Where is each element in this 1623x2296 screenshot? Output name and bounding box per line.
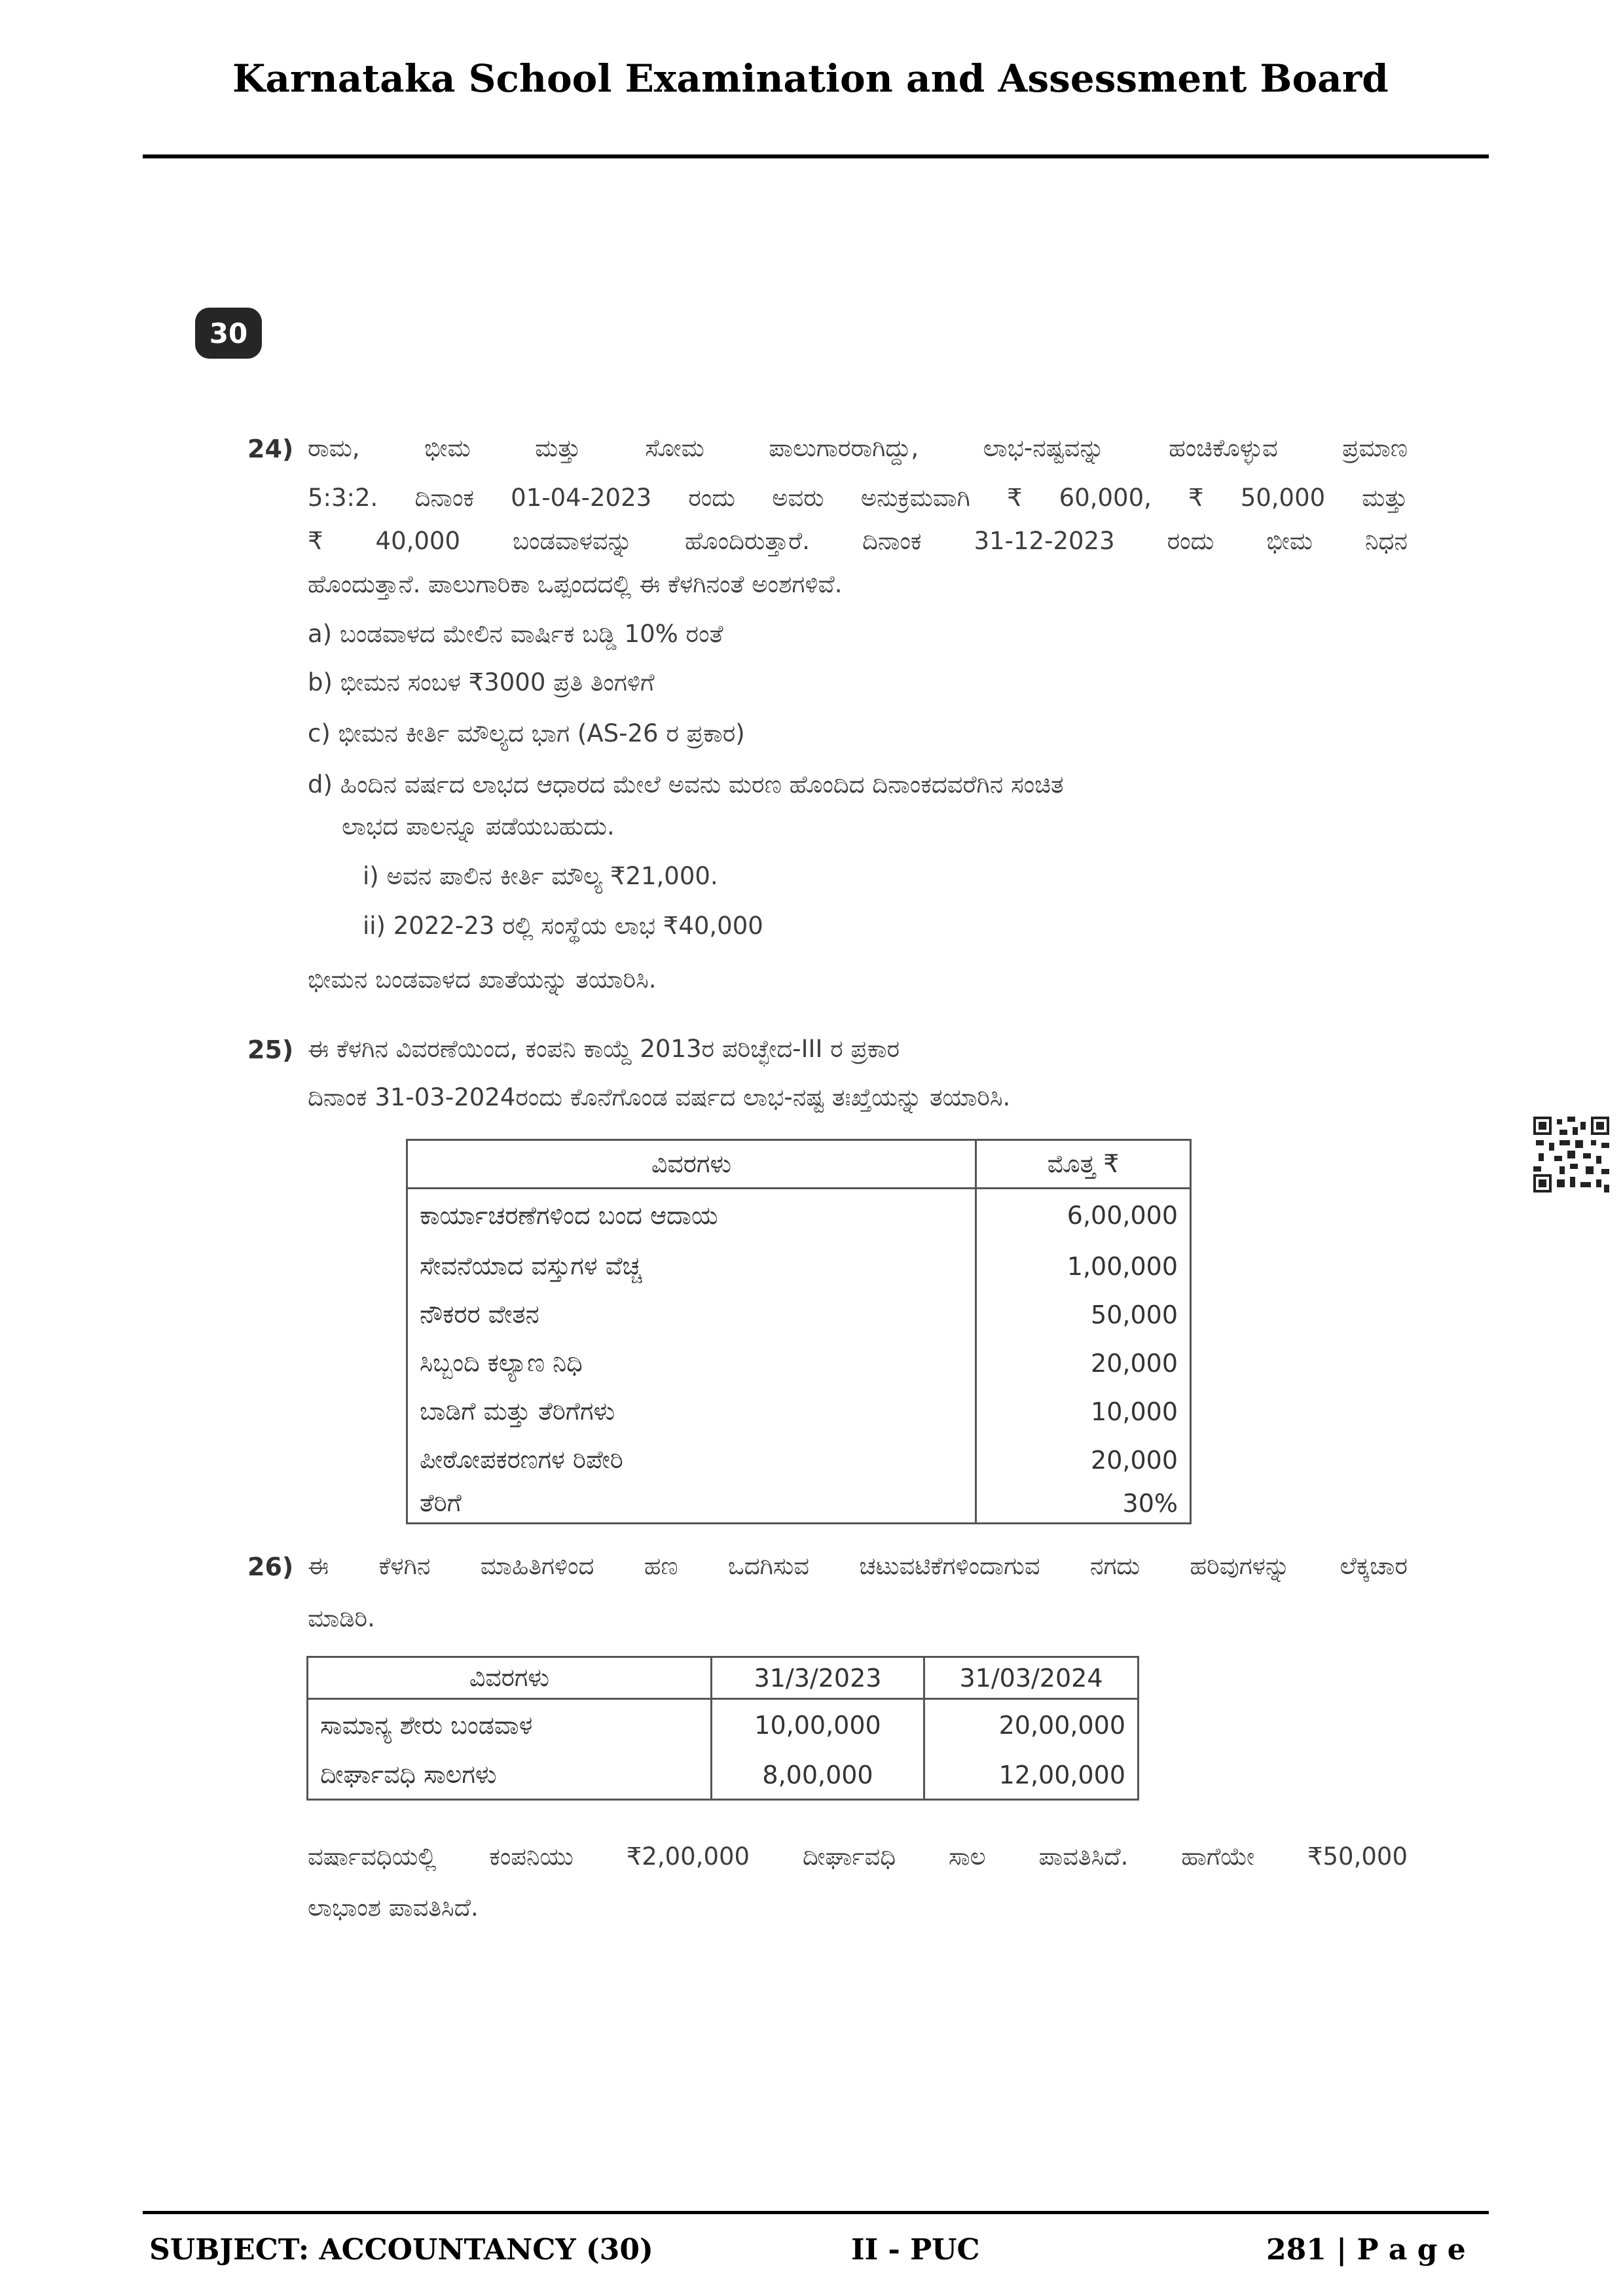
page-badge: 30 [195,308,262,359]
q24-line-1: ರಾಮ, ಭೀಮ ಮತ್ತು ಸೋಮ ಪಾಲುಗಾರರಾಗಿದ್ದು, ಲಾಭ-ನಷ್ಟವನ್ನು ಹಂಚಿಕೊಳ್ಳುವ ಪ್ರಮಾಣ [308,434,1408,462]
table-row [308,1751,1139,1800]
q24-item-a: a) ಬಂಡವಾಳದ ಮೇಲಿನ ವಾರ್ಷಿಕ ಬಡ್ಡಿ 10% ರಂತೆ [308,620,723,648]
row-value: 20,000 [976,1339,1191,1388]
row-label: ಪೀಠೋಪಕರಣಗಳ ರಿಪೇರಿ [407,1436,976,1484]
row-value: 10,000 [976,1388,1191,1436]
row-label: ಸಿಬ್ಬಂದಿ ಕಲ್ಯಾಣ ನಿಧಿ [407,1339,976,1388]
table-row [407,1189,1191,1242]
table-row [407,1242,1191,1291]
row-value: 1,00,000 [976,1242,1191,1291]
table-row [407,1291,1191,1339]
q26-after-line-1: ವರ್ಷಾವಧಿಯಲ್ಲಿ ಕಂಪನಿಯು ₹2,00,000 ದೀರ್ಘಾವಧಿ ಸಾಲ ಪಾವತಿಸಿದೆ. ಹಾಗೆಯೇ ₹50,000 [308,1842,1408,1871]
row-label: ತೆರಿಗೆ [407,1484,976,1524]
income-statement-table [406,1139,1192,1524]
q24-subitem-i: i) ಅವನ ಪಾಲಿನ ಕೀರ್ತಿ ಮೌಲ್ಯ ₹21,000. [363,862,718,890]
table-row [407,1388,1191,1436]
footer-class: II - PUC [851,2233,980,2267]
q24-closing: ಭೀಮನ ಬಂಡವಾಳದ ಖಾತೆಯನ್ನು ತಯಾರಿಸಿ. [308,965,657,994]
q24-line-2: 5:3:2. ದಿನಾಂಕ 01-04-2023 ರಂದು ಅವರು ಅನುಕ್ರಮವಾಗಿ ₹ 60,000, ₹ 50,000 ಮತ್ತು [308,484,1408,512]
row-value: 30% [976,1484,1191,1524]
q24-item-c: c) ಭೀಮನ ಕೀರ್ತಿ ಮೌಲ್ಯದ ಭಾಗ (AS-26 ರ ಪ್ರಕಾರ) [308,719,745,747]
row-value: 6,00,000 [976,1189,1191,1242]
table-row [407,1436,1191,1484]
row-label: ದೀರ್ಘಾವಧಿ ಸಾಲಗಳು [308,1751,712,1800]
question-26-number: 26) [247,1552,294,1581]
q24-line-3: ₹ 40,000 ಬಂಡವಾಳವನ್ನು ಹೊಂದಿರುತ್ತಾರೆ. ದಿನಾಂಕ 31-12-2023 ರಂದು ಭೀಮ ನಿಧನ [308,527,1408,555]
q24-item-d-line-1: d) ಹಿಂದಿನ ವರ್ಷದ ಲಾಭದ ಆಧಾರದ ಮೇಲೆ ಅವನು ಮರಣ ಹೊಂದಿದ ದಿನಾಂಕದವರೆಗಿನ ಸಂಚಿತ [308,770,1064,798]
column-header-2023: 31/3/2023 [712,1657,924,1699]
table-header-row [308,1657,1139,1699]
row-label: ಸಾಮಾನ್ಯ ಶೇರು ಬಂಡವಾಳ [308,1699,712,1751]
row-label: ನೌಕರರ ವೇತನ [407,1291,976,1339]
q26-after-line-2: ಲಾಭಾಂಶ ಪಾವತಿಸಿದೆ. [308,1893,479,1922]
row-value-2023: 8,00,000 [712,1751,924,1800]
board-title: Karnataka School Examination and Assessment Board [232,56,1389,101]
question-24-number: 24) [247,435,294,463]
table-row [407,1484,1191,1524]
column-header-amount: ಮೊತ್ತ ₹ [976,1140,1191,1189]
footer-divider [143,2211,1489,2214]
row-label: ಸೇವನೆಯಾದ ವಸ್ತುಗಳ ವೆಚ್ಚ [407,1242,976,1291]
column-header-particulars: ವಿವರಗಳು [407,1140,976,1189]
column-header-2024: 31/03/2024 [924,1657,1139,1699]
column-header-particulars: ವಿವರಗಳು [308,1657,712,1699]
q26-line-1: ಈ ಕೆಳಗಿನ ಮಾಹಿತಿಗಳಿಂದ ಹಣ ಒದಗಿಸುವ ಚಟುವಟಿಕೆಗಳಿಂದಾಗುವ ನಗದು ಹರಿವುಗಳನ್ನು ಲೆಕ್ಕಚಾರ [308,1552,1408,1580]
q24-item-b: b) ಭೀಮನ ಸಂಬಳ ₹3000 ಪ್ರತಿ ತಿಂಗಳಿಗೆ [308,668,655,696]
q25-line-1: ಈ ಕೆಳಗಿನ ವಿವರಣೆಯಿಂದ, ಕಂಪನಿ ಕಾಯ್ದೆ 2013ರ ಪರಿಚ್ಛೇದ-III ರ ಪ್ರಕಾರ [308,1035,900,1063]
question-25-number: 25) [247,1035,294,1064]
row-label: ಬಾಡಿಗೆ ಮತ್ತು ತೆರಿಗೆಗಳು [407,1388,976,1436]
table-row [308,1699,1139,1751]
row-value: 50,000 [976,1291,1191,1339]
q24-subitem-ii: ii) 2022-23 ರಲ್ಲಿ ಸಂಸ್ಥೆಯ ಲಾಭ ₹40,000 [363,912,763,940]
q25-line-2: ದಿನಾಂಕ 31-03-2024ರಂದು ಕೊನೆಗೊಂಡ ವರ್ಷದ ಲಾಭ-ನಷ್ಟ ತಃಖ್ತೆಯನ್ನು ತಯಾರಿಸಿ. [308,1083,1011,1111]
row-value-2024: 12,00,000 [924,1751,1139,1800]
q26-line-2: ಮಾಡಿರಿ. [308,1604,375,1632]
q24-item-d-line-2: ಲಾಭದ ಪಾಲನ್ನೂ ಪಡೆಯಬಹುದು. [342,812,615,840]
footer-page-number: 281 | P a g e [1266,2233,1466,2267]
row-label: ಕಾರ್ಯಾಚರಣೆಗಳಿಂದ ಬಂದ ಆದಾಯ [407,1189,976,1242]
financing-data-table [306,1656,1139,1801]
q24-line-4: ಹೊಂದುತ್ತಾನೆ. ಪಾಲುಗಾರಿಕಾ ಒಪ್ಪಂದದಲ್ಲಿ ಈ ಕೆಳಗಿನಂತೆ ಅಂಶಗಳಿವೆ. [308,570,843,598]
table-row [407,1339,1191,1388]
table-header-row [407,1140,1191,1189]
footer-subject: SUBJECT: ACCOUNTANCY (30) [149,2233,653,2267]
row-value-2023: 10,00,000 [712,1699,924,1751]
row-value: 20,000 [976,1436,1191,1484]
qr-code-icon [1533,1117,1609,1193]
header-divider [143,154,1489,158]
row-value-2024: 20,00,000 [924,1699,1139,1751]
